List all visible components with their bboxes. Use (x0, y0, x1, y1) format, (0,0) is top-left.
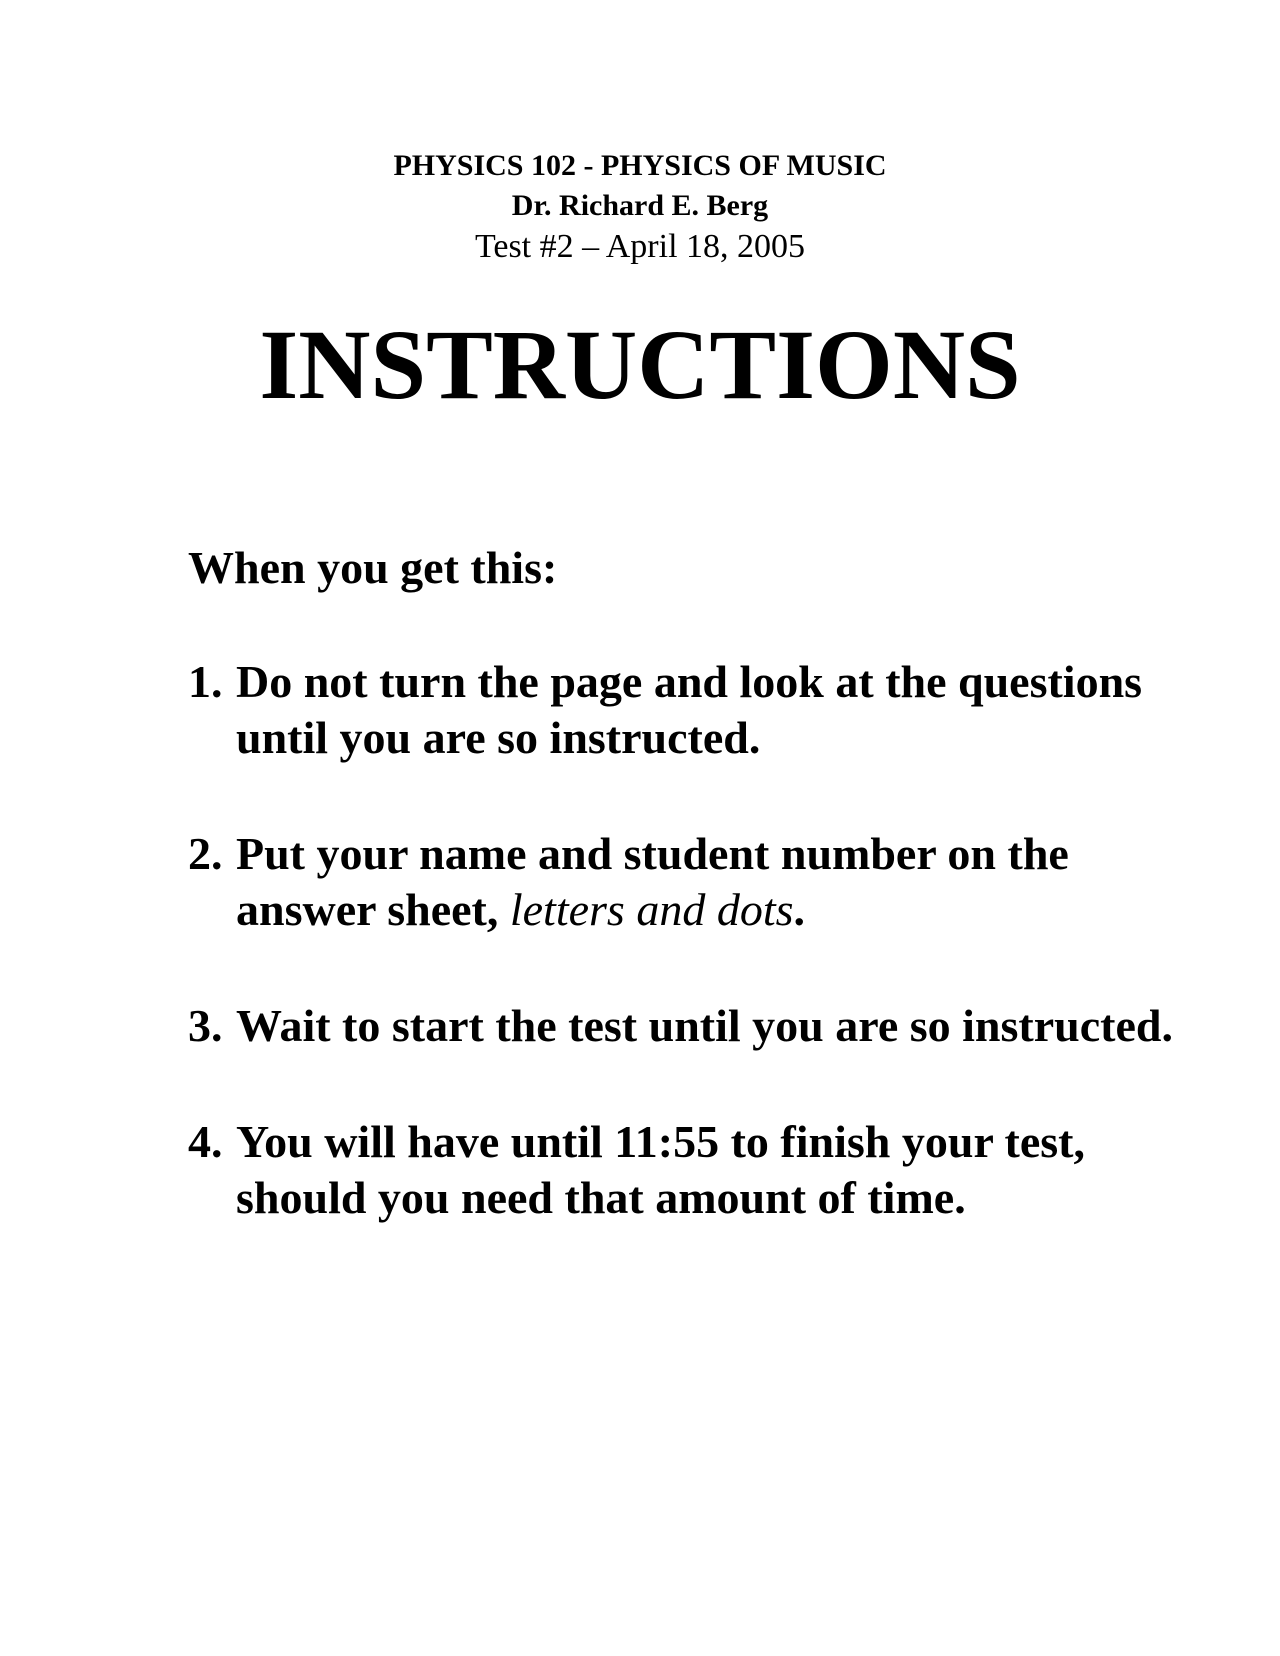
item-text: You will have until 11:55 to finish your test, should you need that amount of time. (236, 1116, 1085, 1223)
instruction-item-1 (188, 654, 1188, 766)
emphasized-text: letters and dots (509, 884, 794, 935)
item-number: 2. (188, 828, 223, 879)
course-title: PHYSICS 102 - PHYSICS OF MUSIC (393, 149, 887, 182)
instructor-name: Dr. Richard E. Berg (511, 189, 769, 222)
intro-text: When you get this: (188, 542, 558, 593)
test-date: Test #2 – April 18, 2005 (474, 228, 806, 265)
instruction-item-4 (188, 1114, 1188, 1226)
item-text: Do not turn the page and look at the questions until you are so instructed. (236, 656, 1143, 763)
instruction-item-2 (188, 826, 1188, 938)
item-number: 1. (188, 656, 223, 707)
item-text (224, 826, 1188, 938)
document-header (0, 146, 1280, 268)
item-text-end: . (793, 884, 806, 935)
page-title: INSTRUCTIONS (259, 309, 1021, 420)
instructions-body (188, 540, 1188, 1286)
item-number: 4. (188, 1116, 223, 1167)
item-text-start: Put your name and student number on the answer sheet, (236, 828, 1069, 935)
instruction-item-3 (188, 998, 1188, 1054)
item-text: Wait to start the test until you are so instructed. (236, 1000, 1173, 1051)
item-number: 3. (188, 1000, 223, 1051)
